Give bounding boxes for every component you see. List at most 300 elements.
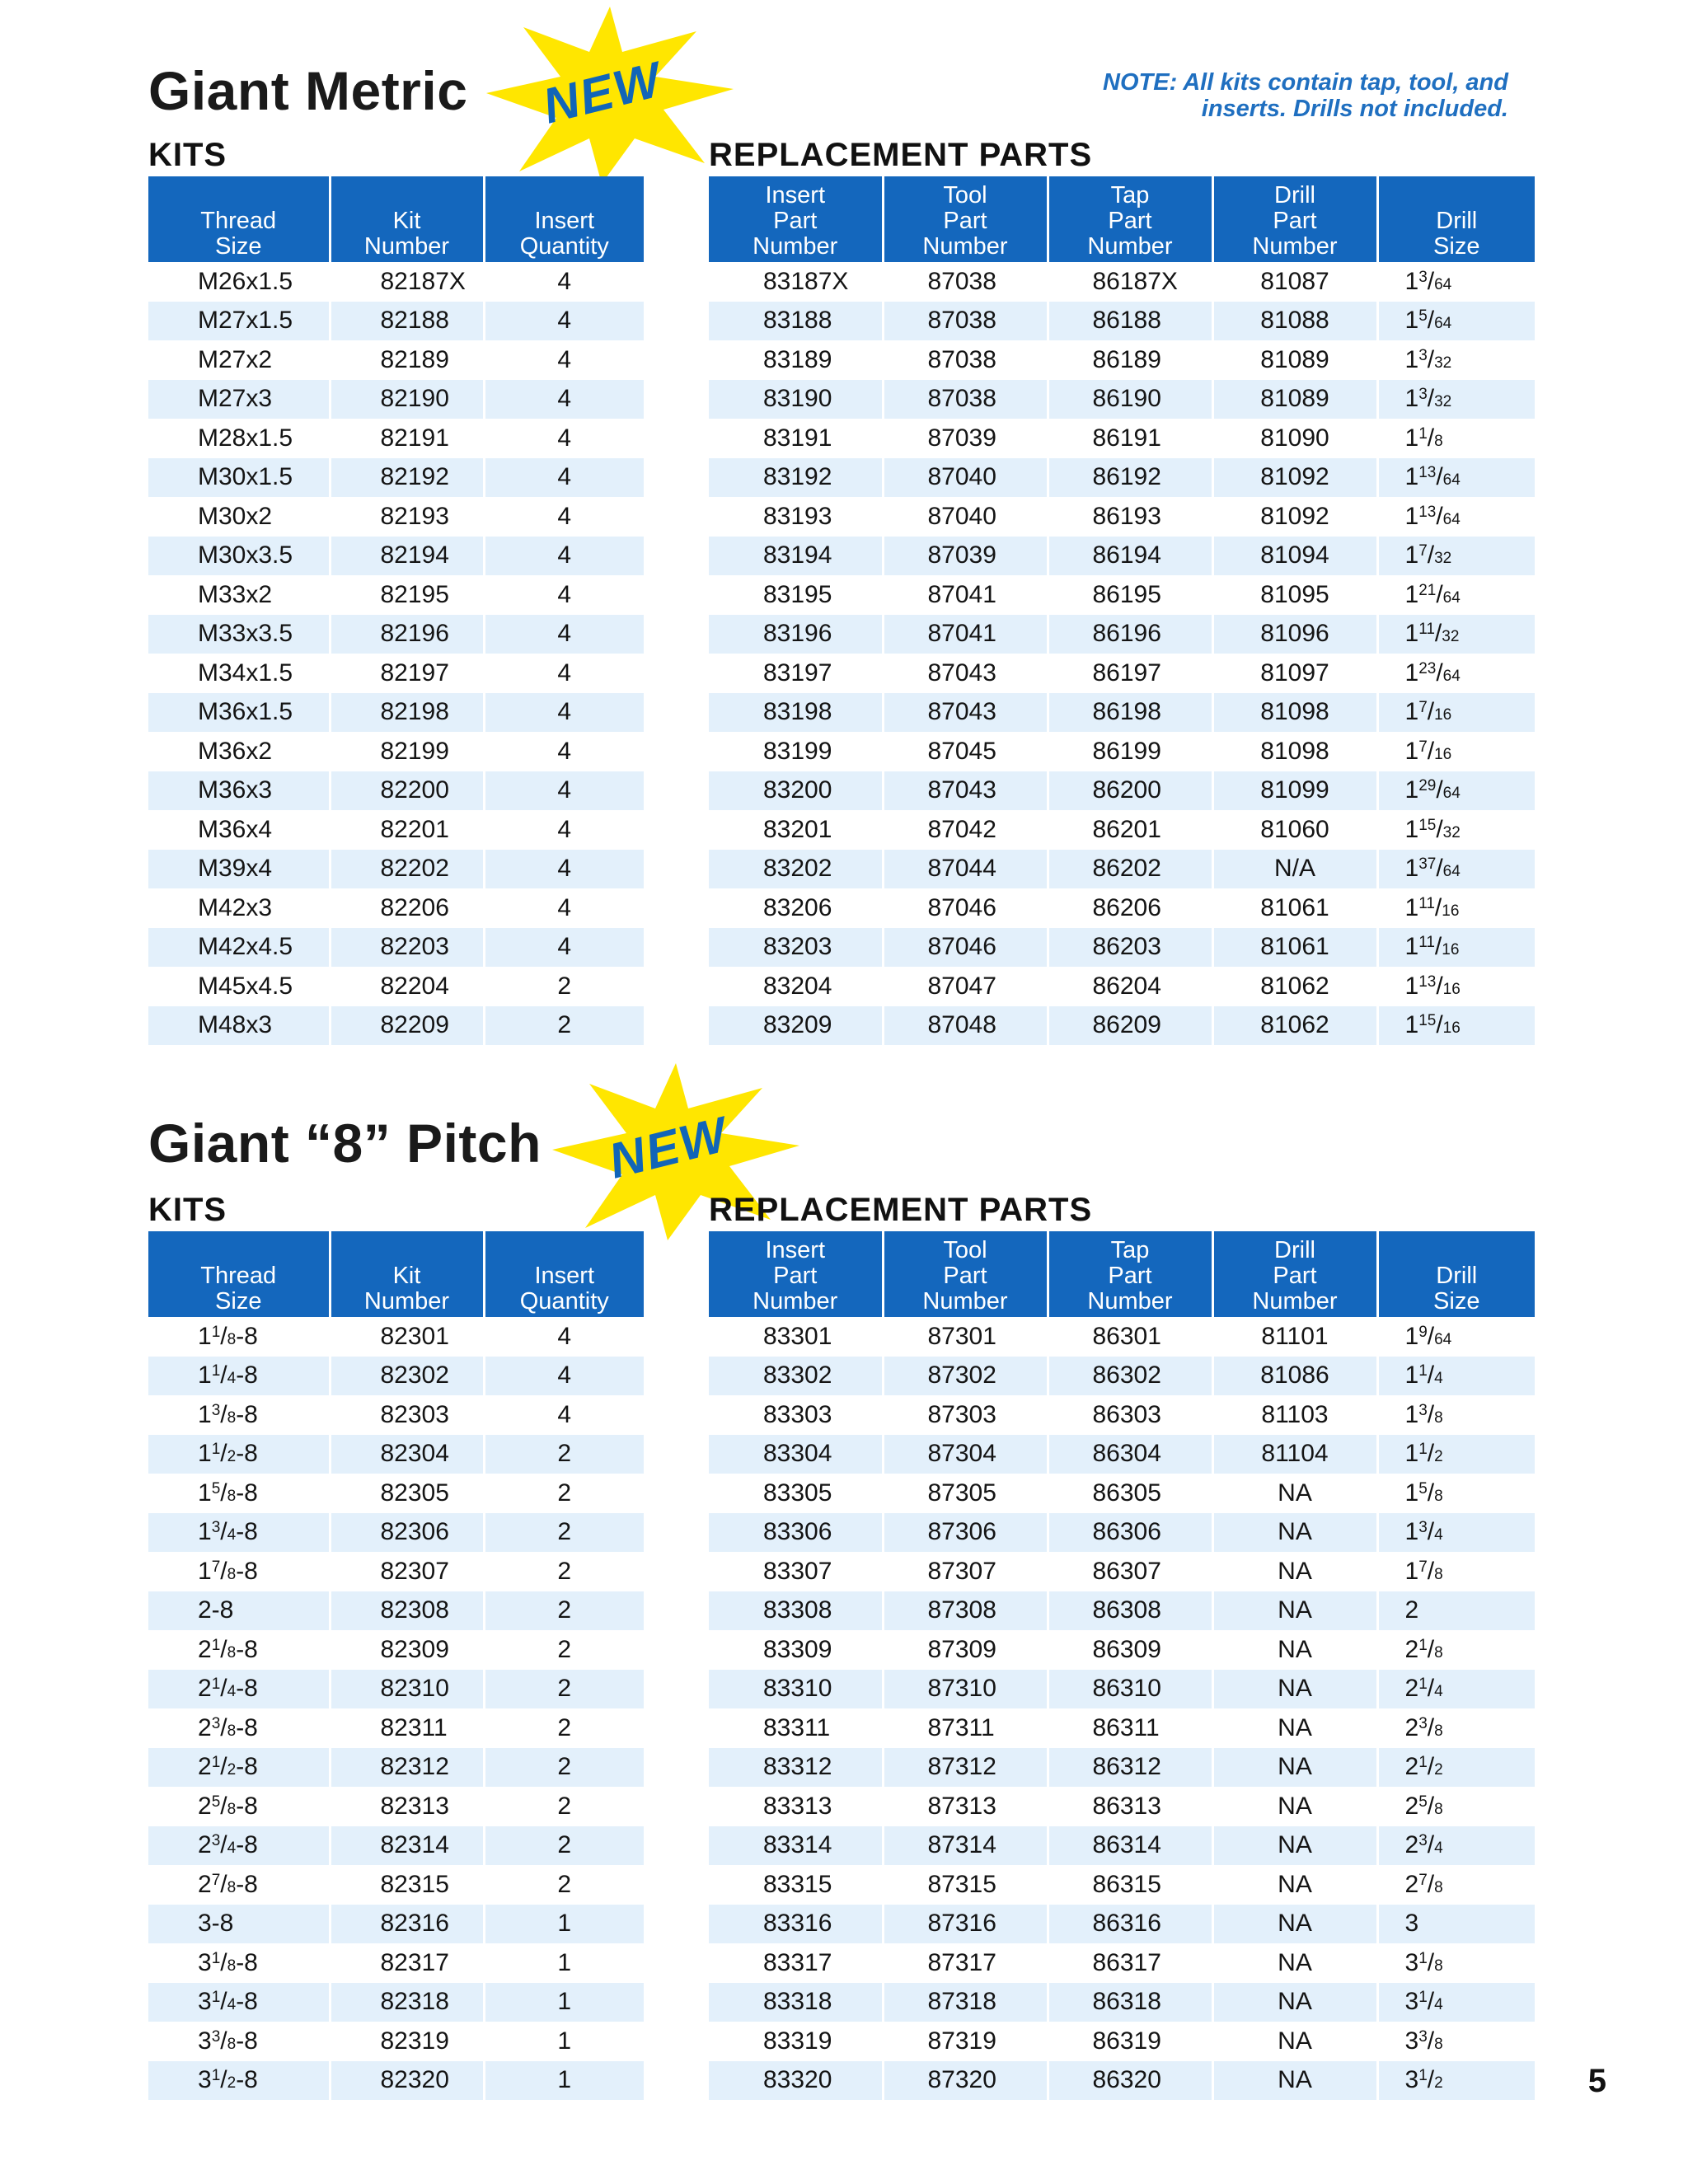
table-cell: 82189: [330, 340, 484, 380]
table-cell: 4: [484, 1317, 644, 1357]
table-row: [709, 1983, 1535, 2022]
table-cell: 4: [484, 732, 644, 771]
table-cell: M36x1.5: [148, 693, 330, 733]
table-cell: 82197: [330, 654, 484, 693]
column-header-line: Number: [1252, 1288, 1338, 1315]
table-cell: 82318: [330, 1983, 484, 2022]
table-cell: M45x4.5: [148, 967, 330, 1006]
table-cell: 83194: [709, 537, 883, 576]
table-cell: $3^3/8$: [1377, 2022, 1535, 2061]
table-row: [709, 1552, 1535, 1591]
table-cell: 87304: [883, 1435, 1048, 1474]
table-row: [148, 1826, 644, 1866]
table-cell: $1^{11}/32$: [1377, 615, 1535, 654]
table-cell: 4: [484, 615, 644, 654]
table-row: [709, 2022, 1535, 2061]
metric-kits-table: [148, 176, 644, 1045]
table-cell: 2: [484, 1670, 644, 1709]
table-cell: 4: [484, 497, 644, 537]
table-cell: $1^1/8$: [1377, 419, 1535, 458]
kit-contents-note: [1103, 69, 1508, 122]
column-header-line: Number: [753, 233, 838, 260]
table-cell: 82305: [330, 1474, 484, 1513]
table-row: [148, 340, 644, 380]
table-cell: $1^{21}/64$: [1377, 575, 1535, 615]
table-cell: 82201: [330, 810, 484, 850]
table-cell: 82301: [330, 1317, 484, 1357]
table-cell: 87311: [883, 1708, 1048, 1748]
table-cell: NA: [1212, 1552, 1377, 1591]
column-header-line: Thread: [200, 1263, 277, 1289]
table-cell: 87320: [883, 2061, 1048, 2101]
table-cell: 2: [1377, 1591, 1535, 1631]
table-cell: $3^1/4-8$: [148, 1983, 330, 2022]
table-cell: $1^{29}/64$: [1377, 771, 1535, 811]
column-header-line: Insert: [534, 208, 595, 234]
table-cell: 86314: [1048, 1826, 1212, 1866]
table-cell: 4: [484, 537, 644, 576]
table-row: [148, 1905, 644, 1944]
table-cell: 83313: [709, 1787, 883, 1826]
table-cell: 2: [484, 1591, 644, 1631]
table-row: [709, 1317, 1535, 1357]
table-cell: 83320: [709, 2061, 883, 2101]
table-cell: NA: [1212, 1670, 1377, 1709]
table-cell: 82209: [330, 1006, 484, 1046]
table-cell: $3^1/4$: [1377, 1983, 1535, 2022]
table-cell: $3^1/8-8$: [148, 1943, 330, 1983]
table-cell: $1^3/64$: [1377, 262, 1535, 302]
table-cell: 1: [484, 2061, 644, 2101]
table-row: [148, 419, 644, 458]
table-cell: 2: [484, 1630, 644, 1670]
table-cell: 86304: [1048, 1435, 1212, 1474]
parts-header-row: [709, 176, 1535, 262]
table-cell: 4: [484, 928, 644, 968]
table-cell: 87045: [883, 732, 1048, 771]
table-cell: 87044: [883, 850, 1048, 889]
column-header: [1212, 176, 1377, 262]
table-row: [148, 1983, 644, 2022]
table-cell: 82311: [330, 1708, 484, 1748]
table-cell: 86204: [1048, 967, 1212, 1006]
column-header-line: Part: [943, 208, 987, 234]
table-cell: 86209: [1048, 1006, 1212, 1046]
column-header: [148, 176, 330, 262]
column-header-line: Drill: [1274, 1237, 1315, 1263]
table-cell: NA: [1212, 1513, 1377, 1553]
kits-header-row: [148, 1231, 644, 1317]
table-row: [709, 732, 1535, 771]
table-cell: 86302: [1048, 1357, 1212, 1396]
table-row: [148, 1591, 644, 1631]
column-header: [709, 176, 883, 262]
table-cell: 83196: [709, 615, 883, 654]
table-cell: 86203: [1048, 928, 1212, 968]
table-row: [709, 497, 1535, 537]
table-row: [148, 1787, 644, 1826]
table-row: [148, 654, 644, 693]
table-cell: 87312: [883, 1748, 1048, 1788]
table-cell: $2^5/8$: [1377, 1787, 1535, 1826]
table-cell: 83198: [709, 693, 883, 733]
table-cell: M28x1.5: [148, 419, 330, 458]
table-row: [148, 693, 644, 733]
column-header-line: Part: [773, 1263, 818, 1289]
new-badge-label: NEW: [603, 1106, 734, 1189]
kits-header-row: [148, 176, 644, 262]
table-cell: 82200: [330, 771, 484, 811]
table-cell: 87043: [883, 771, 1048, 811]
table-cell: 81099: [1212, 771, 1377, 811]
parts-header-row: [709, 1231, 1535, 1317]
table-cell: $1^7/32$: [1377, 537, 1535, 576]
column-header: [709, 1231, 883, 1317]
table-cell: $2^1/2$: [1377, 1748, 1535, 1788]
table-cell: M34x1.5: [148, 654, 330, 693]
table-cell: 83193: [709, 497, 883, 537]
table-cell: $1^7/8-8$: [148, 1552, 330, 1591]
table-cell: 4: [484, 810, 644, 850]
table-cell: M39x4: [148, 850, 330, 889]
table-cell: 83301: [709, 1317, 883, 1357]
table-cell: 83311: [709, 1708, 883, 1748]
table-cell: 83309: [709, 1630, 883, 1670]
table-cell: M30x2: [148, 497, 330, 537]
column-header-line: Kit: [392, 208, 421, 234]
table-row: [148, 771, 644, 811]
table-row: [148, 1630, 644, 1670]
table-cell: $2^1/8-8$: [148, 1630, 330, 1670]
table-cell: M30x3.5: [148, 537, 330, 576]
table-row: [709, 262, 1535, 302]
table-row: [709, 967, 1535, 1006]
table-cell: 83199: [709, 732, 883, 771]
table-cell: 82303: [330, 1395, 484, 1435]
table-cell: $1^3/4-8$: [148, 1513, 330, 1553]
table-cell: 87042: [883, 810, 1048, 850]
table-cell: M36x2: [148, 732, 330, 771]
table-row: [709, 1513, 1535, 1553]
column-header-line: Number: [922, 1288, 1008, 1315]
table-cell: 83190: [709, 380, 883, 419]
table-cell: M36x4: [148, 810, 330, 850]
column-header-line: Size: [1433, 1288, 1480, 1315]
table-cell: $1^9/64$: [1377, 1317, 1535, 1357]
table-row: [148, 928, 644, 968]
table-cell: 2: [484, 1552, 644, 1591]
table-cell: 81095: [1212, 575, 1377, 615]
table-cell: $3^1/2-8$: [148, 2061, 330, 2101]
table-cell: 83317: [709, 1943, 883, 1983]
table-row: [148, 888, 644, 928]
table-cell: 4: [484, 654, 644, 693]
table-cell: 86200: [1048, 771, 1212, 811]
table-cell: 83200: [709, 771, 883, 811]
table-row: [148, 1513, 644, 1553]
column-header-line: Thread: [200, 208, 277, 234]
table-cell: NA: [1212, 1983, 1377, 2022]
table-cell: 82306: [330, 1513, 484, 1553]
table-cell: 83315: [709, 1865, 883, 1905]
table-cell: 86198: [1048, 693, 1212, 733]
table-cell: 83209: [709, 1006, 883, 1046]
table-cell: 2: [484, 1826, 644, 1866]
table-cell: 81089: [1212, 340, 1377, 380]
table-cell: 1: [484, 2022, 644, 2061]
table-row: [148, 967, 644, 1006]
table-cell: $1^5/8$: [1377, 1474, 1535, 1513]
column-header-line: Number: [1087, 1288, 1173, 1315]
8-pitch-kits-table: [148, 1231, 644, 2100]
table-cell: $1^{15}/32$: [1377, 810, 1535, 850]
table-row: [709, 771, 1535, 811]
table-cell: 4: [484, 262, 644, 302]
table-row: [148, 732, 644, 771]
note-line-1: NOTE: All kits contain tap, tool, and: [1103, 69, 1508, 96]
table-cell: 87306: [883, 1513, 1048, 1553]
table-row: [148, 380, 644, 419]
column-header-line: Tap: [1110, 1237, 1150, 1263]
table-cell: 82315: [330, 1865, 484, 1905]
table-cell: 82202: [330, 850, 484, 889]
table-row: [148, 1317, 644, 1357]
table-cell: 81061: [1212, 888, 1377, 928]
table-cell: 83201: [709, 810, 883, 850]
table-cell: 81101: [1212, 1317, 1377, 1357]
column-header: [484, 176, 644, 262]
8-pitch-replacement-parts-table: [709, 1231, 1535, 2100]
table-cell: 83204: [709, 967, 883, 1006]
table-cell: 81103: [1212, 1395, 1377, 1435]
table-cell: 82195: [330, 575, 484, 615]
table-cell: 83318: [709, 1983, 883, 2022]
table-cell: 86192: [1048, 458, 1212, 498]
table-cell: 86312: [1048, 1748, 1212, 1788]
table-row: [148, 1006, 644, 1046]
section-title-giant-8-pitch: Giant “8” Pitch: [148, 1113, 542, 1174]
table-cell: 82309: [330, 1630, 484, 1670]
column-header-line: Part: [943, 1263, 987, 1289]
column-header-line: Size: [1433, 233, 1480, 260]
table-cell: 83191: [709, 419, 883, 458]
table-cell: 87307: [883, 1552, 1048, 1591]
table-cell: 81086: [1212, 1357, 1377, 1396]
table-cell: 87040: [883, 497, 1048, 537]
table-row: [709, 1591, 1535, 1631]
table-row: [709, 380, 1535, 419]
column-header-line: Part: [1273, 1263, 1317, 1289]
table-cell: 83306: [709, 1513, 883, 1553]
table-cell: $1^3/4$: [1377, 1513, 1535, 1553]
table-cell: $1^7/16$: [1377, 693, 1535, 733]
section-title-giant-metric: Giant Metric: [148, 60, 468, 121]
table-row: [148, 2061, 644, 2101]
table-row: [148, 1748, 644, 1788]
table-cell: 2: [484, 1708, 644, 1748]
table-cell: M33x3.5: [148, 615, 330, 654]
table-cell: 87046: [883, 888, 1048, 928]
column-header-line: Insert: [765, 182, 826, 209]
table-cell: 81098: [1212, 693, 1377, 733]
table-cell: 82302: [330, 1357, 484, 1396]
column-header: [484, 1231, 644, 1317]
table-cell: $2^3/8-8$: [148, 1708, 330, 1748]
table-cell: 81062: [1212, 967, 1377, 1006]
table-cell: 81087: [1212, 262, 1377, 302]
table-cell: 4: [484, 1357, 644, 1396]
column-header-line: Drill: [1274, 182, 1315, 209]
table-row: [709, 928, 1535, 968]
column-header-line: Part: [773, 208, 818, 234]
column-header: [883, 1231, 1048, 1317]
table-row: [709, 1708, 1535, 1748]
table-cell: N/A: [1212, 850, 1377, 889]
table-cell: 87043: [883, 654, 1048, 693]
table-cell: 87313: [883, 1787, 1048, 1826]
table-cell: 87038: [883, 340, 1048, 380]
table-row: [148, 262, 644, 302]
table-cell: $1^1/4$: [1377, 1357, 1535, 1396]
table-cell: 82312: [330, 1748, 484, 1788]
table-cell: 82320: [330, 2061, 484, 2101]
table-cell: 87308: [883, 1591, 1048, 1631]
table-row: [709, 810, 1535, 850]
table-row: [148, 850, 644, 889]
table-cell: $1^3/32$: [1377, 380, 1535, 419]
table-cell: 83195: [709, 575, 883, 615]
table-row: [709, 654, 1535, 693]
table-cell: 87039: [883, 419, 1048, 458]
table-cell: $2^3/4$: [1377, 1826, 1535, 1866]
table-cell: 86191: [1048, 419, 1212, 458]
table-cell: $1^{13}/64$: [1377, 458, 1535, 498]
column-header-line: Tap: [1110, 182, 1150, 209]
table-cell: 87309: [883, 1630, 1048, 1670]
table-cell: 87043: [883, 693, 1048, 733]
table-cell: 87041: [883, 615, 1048, 654]
table-cell: 86202: [1048, 850, 1212, 889]
table-cell: 2: [484, 1006, 644, 1046]
table-cell: 82308: [330, 1591, 484, 1631]
table-cell: 87317: [883, 1943, 1048, 1983]
table-cell: 4: [484, 340, 644, 380]
table-cell: 81092: [1212, 497, 1377, 537]
table-row: [709, 2061, 1535, 2101]
table-row: [709, 1474, 1535, 1513]
column-header: [330, 1231, 484, 1317]
column-header-line: Number: [363, 233, 450, 260]
table-row: [709, 615, 1535, 654]
table-cell: 82203: [330, 928, 484, 968]
table-cell: 87039: [883, 537, 1048, 576]
table-cell: M27x2: [148, 340, 330, 380]
table-cell: 4: [484, 380, 644, 419]
table-cell: 87314: [883, 1826, 1048, 1866]
column-header-line: Size: [215, 1288, 262, 1315]
table-cell: $1^{37}/64$: [1377, 850, 1535, 889]
table-row: [148, 537, 644, 576]
table-cell: 81097: [1212, 654, 1377, 693]
table-cell: 86316: [1048, 1905, 1212, 1944]
column-header-line: Part: [1273, 208, 1317, 234]
table-row: [709, 537, 1535, 576]
column-header: [1377, 1231, 1535, 1317]
table-cell: 82188: [330, 302, 484, 341]
table-cell: 2: [484, 1435, 644, 1474]
table-cell: 86206: [1048, 888, 1212, 928]
table-row: [709, 1787, 1535, 1826]
table-cell: $1^1/2-8$: [148, 1435, 330, 1474]
table-row: [148, 575, 644, 615]
table-row: [148, 1395, 644, 1435]
kits-heading-8-pitch: KITS: [148, 1192, 227, 1228]
table-cell: 3-8: [148, 1905, 330, 1944]
table-cell: 2-8: [148, 1591, 330, 1631]
table-cell: NA: [1212, 1826, 1377, 1866]
table-cell: $1^5/64$: [1377, 302, 1535, 341]
table-cell: $1^{13}/16$: [1377, 967, 1535, 1006]
table-row: [709, 1865, 1535, 1905]
table-row: [709, 1943, 1535, 1983]
table-cell: 81062: [1212, 1006, 1377, 1046]
table-cell: 87303: [883, 1395, 1048, 1435]
table-cell: NA: [1212, 1787, 1377, 1826]
note-line-2: inserts. Drills not included.: [1201, 96, 1508, 122]
table-row: [148, 497, 644, 537]
table-cell: 83192: [709, 458, 883, 498]
table-cell: 2: [484, 967, 644, 1006]
table-cell: $3^3/8-8$: [148, 2022, 330, 2061]
table-cell: M26x1.5: [148, 262, 330, 302]
table-cell: 86193: [1048, 497, 1212, 537]
table-cell: M36x3: [148, 771, 330, 811]
table-cell: 86303: [1048, 1395, 1212, 1435]
table-cell: 86307: [1048, 1552, 1212, 1591]
table-cell: 82319: [330, 2022, 484, 2061]
table-cell: 87046: [883, 928, 1048, 968]
table-cell: $1^{23}/64$: [1377, 654, 1535, 693]
table-cell: 81089: [1212, 380, 1377, 419]
table-cell: 86190: [1048, 380, 1212, 419]
table-cell: 87310: [883, 1670, 1048, 1709]
table-row: [148, 458, 644, 498]
column-header-line: Number: [922, 233, 1008, 260]
table-cell: 86189: [1048, 340, 1212, 380]
column-header: [1212, 1231, 1377, 1317]
table-cell: $1^{11}/16$: [1377, 888, 1535, 928]
replacement-parts-heading-metric: REPLACEMENT PARTS: [709, 137, 1093, 173]
table-row: [709, 575, 1535, 615]
table-cell: M27x1.5: [148, 302, 330, 341]
table-cell: 83187X: [709, 262, 883, 302]
column-header-line: Quantity: [519, 1288, 609, 1315]
table-cell: 3: [1377, 1905, 1535, 1944]
table-row: [148, 810, 644, 850]
table-cell: NA: [1212, 2061, 1377, 2101]
table-cell: 87041: [883, 575, 1048, 615]
table-row: [148, 1865, 644, 1905]
table-row: [148, 302, 644, 341]
table-cell: 87318: [883, 1983, 1048, 2022]
table-cell: 86199: [1048, 732, 1212, 771]
page-number: 5: [1587, 2063, 1606, 2099]
table-cell: 83305: [709, 1474, 883, 1513]
table-cell: 81098: [1212, 732, 1377, 771]
table-cell: 82307: [330, 1552, 484, 1591]
column-header-line: Number: [753, 1288, 838, 1315]
table-cell: 83307: [709, 1552, 883, 1591]
